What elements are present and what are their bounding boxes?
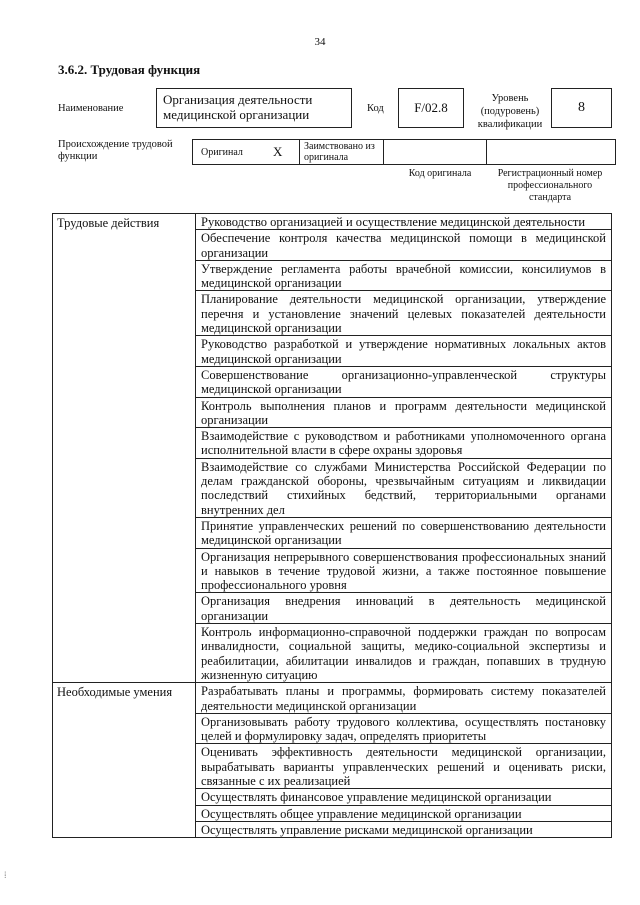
original-cell (192, 139, 300, 165)
function-name: Организация деятельности медицинской организации (156, 88, 352, 128)
list-item: Руководство разработкой и утверждение нормативных локальных актов медицинской организации (196, 336, 611, 367)
section-items-cell (196, 683, 612, 838)
list-item: Утверждение регламента работы врачебной комиссии, консилиумов в медицинской организации (196, 261, 611, 292)
page-number: 34 (314, 36, 326, 48)
list-item: Совершенствование организационно-управленческой структуры медицинской организации (196, 367, 611, 398)
list-item: Взаимодействие с руководством и работниками уполномоченного органа исполнительной власти в сфере охраны здоровья (196, 428, 611, 459)
section-title-cell: Необходимые умения (53, 683, 196, 838)
reg-number-label: Регистрационный номер профессионального стандарта (497, 168, 603, 203)
list-item: Контроль выполнения планов и программ деятельности медицинской организации (196, 398, 611, 429)
list-item: Осуществлять управление рисками медицинской организации (201, 822, 533, 837)
level-label: Уровень (подуровень) квалификации (477, 93, 543, 130)
origin-table (192, 139, 616, 165)
section-items-cell (196, 214, 612, 683)
original-mark: X (273, 144, 283, 159)
name-label: Наименование (58, 103, 124, 114)
list-item: Осуществлять финансовое управление медицинской организации (196, 789, 611, 805)
function-table (52, 213, 612, 838)
code-label: Код (367, 103, 384, 114)
list-item: Обеспечение контроля качества медицинской помощи в медицинской организации (196, 230, 611, 261)
list-item: Планирование деятельности медицинской организации, утверждение перечня и установление значений целевых показателей деятельности медицинской организации (196, 291, 611, 336)
section-title-cell: Трудовые действия (53, 214, 196, 683)
qualification-level: 8 (551, 88, 612, 128)
list-item: Контроль информационно-справочной поддержки граждан по вопросам инвалидности, социальной защиты, медико-социальной экспертизы и реабилитации, абилитации инвалидов и граждан, попавших в трудную жизненную ситуацию (201, 625, 606, 682)
section-row (53, 214, 612, 683)
section-row (53, 683, 612, 838)
origin-label: Происхождение трудовой функции (58, 139, 173, 162)
list-item: Оценивать эффективность деятельности медицинской организации, вырабатывать варианты управленческих решений и оценивать риски, связанные с их реализацией (196, 744, 611, 789)
function-code: F/02.8 (398, 88, 464, 128)
list-item: Взаимодействие со службами Министерства Российской Федерации по делам гражданской обороны, чрезвычайным ситуациям и ликвидации последствий стихийных бедствий, территориальными органами внутренних дел (196, 459, 611, 518)
list-item: Организация внедрения инноваций в деятельность медицинской организации (196, 593, 611, 624)
list-item: Принятие управленческих решений по совершенствованию деятельности медицинской организации (196, 518, 611, 549)
reg-number-cell (487, 139, 616, 165)
section-title: 3.6.2. Трудовая функция (58, 62, 201, 77)
original-code-cell (384, 139, 487, 165)
original-label: Оригинал (201, 146, 243, 158)
list-item: Организация непрерывного совершенствования профессиональных знаний и навыков в течение трудовой жизни, а также постоянное повышение профессионального уровня (196, 549, 611, 594)
list-item: Организовывать работу трудового коллектива, осуществлять постановку целей и формулировку задач, определять приоритеты (196, 714, 611, 745)
list-item: Руководство организацией и осуществление медицинской деятельности (196, 214, 611, 230)
margin-mark: ⁞ (4, 870, 7, 880)
list-item: Разрабатывать планы и программы, формировать систему показателей деятельности медицинской организации (196, 683, 611, 714)
borrowed-label: Заимствовано из оригинала (300, 139, 384, 165)
list-item: Осуществлять общее управление медицинской организации (196, 806, 611, 822)
code-original-label: Код оригинала (408, 168, 472, 179)
